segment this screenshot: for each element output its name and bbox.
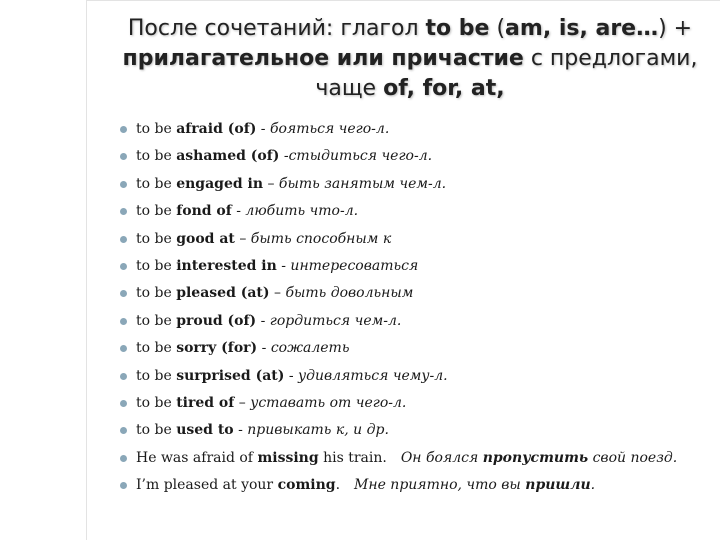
title-line-2 [110,44,710,74]
item-translation: интересоваться [290,257,419,274]
bullet-icon [120,400,127,407]
bullet-icon [120,345,127,352]
item-prefix: to be [136,394,177,411]
slide-frame-left [0,0,87,540]
item-prefix: to be [136,121,177,137]
item-translation: бояться чего-л. [269,121,390,137]
list-item [130,363,710,390]
item-phrase: ashamed (of) [176,148,280,165]
item-prefix: to be [136,422,177,439]
title-text: После сочетаний: глагол [127,16,426,41]
item-phrase: proud (of) [176,312,257,329]
title-text: ( [489,16,506,41]
example-translation: свой поезд. [588,449,678,466]
list-item [130,143,710,170]
example-translation: . [590,477,596,494]
item-translation: уставать от чего-л. [250,394,407,411]
bullet-icon [120,208,127,215]
item-prefix: to be [136,230,177,247]
example-text-bold: missing [257,449,319,466]
example-translation-bold: пропустить [482,449,589,466]
example-text-bold: coming [277,477,336,494]
item-phrase: afraid (of) [176,121,257,137]
example-text: I’m pleased at your [136,477,278,494]
item-phrase: good at [176,230,235,247]
bullet-icon [120,373,127,380]
item-dash: - [284,367,299,384]
item-translation: удивляться чему-л. [298,367,448,384]
list-item [130,335,710,362]
example-text: He was afraid of [136,449,258,466]
item-phrase: pleased (at) [176,285,270,302]
item-translation: любить что-л. [245,203,359,220]
item-dash: – [269,285,286,302]
item-prefix: to be [136,257,177,274]
title-text-bold: am, is, are… [505,16,659,41]
title-text: чаще [315,76,384,101]
item-translation: быть занятым чем-л. [278,175,447,192]
item-phrase: interested in [176,257,277,274]
slide-frame-top [86,0,720,2]
item-phrase: surprised (at) [176,367,285,384]
slide-title [110,14,710,104]
item-prefix: to be [136,312,177,329]
item-dash: – [234,230,251,247]
item-phrase: tired of [176,394,235,411]
title-text-bold: to be [425,16,490,41]
item-prefix: to be [136,175,177,192]
list-item [130,280,710,307]
item-translation: сожалеть [270,340,350,357]
item-dash: - [279,148,289,165]
title-text: с предлогами, [523,46,698,71]
item-dash: – [263,175,279,192]
list-item [130,308,710,335]
item-phrase: engaged in [176,175,264,192]
item-translation: быть способным к [250,230,392,247]
list-item [130,417,710,444]
item-phrase: used to [176,422,234,439]
title-text: ) + [658,16,693,41]
item-translation: быть довольным [285,285,414,302]
item-prefix: to be [136,203,177,220]
item-dash: - [256,312,270,329]
list-item [130,198,710,225]
example-translation: Мне приятно, что вы [354,477,526,494]
example-text: . [335,477,341,494]
bullet-icon [120,427,127,434]
item-dash: - [256,121,270,137]
example-translation-bold: пришли [525,477,591,494]
item-phrase: fond of [176,203,232,220]
list-item [130,253,710,280]
item-dash: - [233,422,248,439]
item-translation: стыдиться чего-л. [288,148,433,165]
item-dash: - [231,203,246,220]
bullet-icon [120,153,127,160]
title-text-bold: of, for, at, [383,76,505,101]
item-translation: гордиться чем-л. [269,312,402,329]
bullet-icon [120,482,127,489]
bullet-icon [120,455,127,462]
phrase-list [130,116,710,499]
item-prefix: to be [136,285,177,302]
title-text-bold: прилагательное или причастие [122,46,524,71]
item-dash: - [276,257,291,274]
example-translation: Он боялся [400,449,483,466]
bullet-icon [120,290,127,297]
item-prefix: to be [136,367,177,384]
example-item [130,472,710,499]
list-item [130,226,710,253]
list-item [130,390,710,417]
item-prefix: to be [136,340,177,357]
title-line-3 [110,74,710,104]
bullet-icon [120,126,127,133]
list-item [130,116,710,143]
bullet-icon [120,236,127,243]
bullet-icon [120,263,127,270]
item-translation: привыкать к, и др. [247,422,389,439]
example-item [130,445,710,472]
list-item [130,171,710,198]
item-prefix: to be [136,148,177,165]
item-dash: - [257,340,271,357]
item-phrase: sorry (for) [176,340,258,357]
bullet-icon [120,181,127,188]
example-text: his train. [318,449,387,466]
title-line-1 [110,14,710,44]
item-dash: – [234,394,251,411]
bullet-icon [120,318,127,325]
